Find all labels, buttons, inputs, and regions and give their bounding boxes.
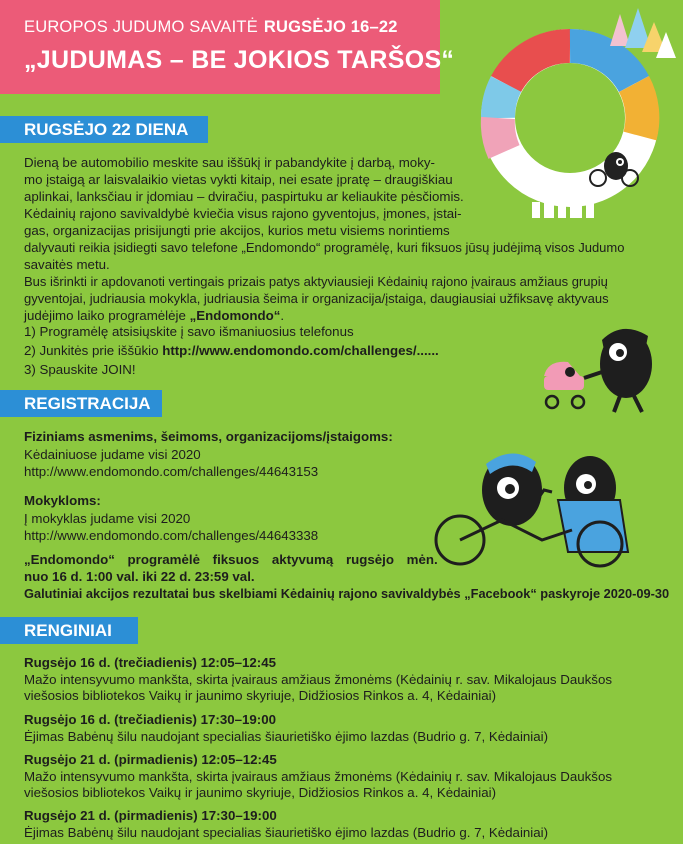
event-3-date: Rugsėjo 21 d. (pirmadienis) 12:05–12:45 — [24, 752, 277, 767]
banner-title: „JUDUMAS – BE JOKIOS TARŠOS“ — [24, 46, 455, 74]
week-dates: RUGSĖJO 16–22 — [263, 18, 398, 36]
section-header-day22: RUGSĖJO 22 DIENA — [0, 116, 208, 143]
title-banner — [0, 0, 455, 94]
step-3: 3) Spauskite JOIN! — [24, 362, 136, 377]
week-name: EUROPOS JUDUMO SAVAITĖ — [24, 18, 258, 36]
day22-line-10-end: . — [280, 308, 285, 323]
stroller-character-illustration-icon — [540, 320, 660, 415]
day22-line-10 — [24, 308, 284, 325]
event-1-desc-2: viešosios bibliotekos Vaikų ir jaunimo skyriuje, Didžiosios Rinkos a. 4, Kėdainiai) — [24, 688, 497, 703]
day22-line-7: savaitės metu. — [24, 257, 110, 272]
event-1-desc-1: Mažo intensyvumo mankšta, skirta įvairaus amžiaus žmonėms (Kėdainių r. sav. Mikalojaus Daukšos — [24, 672, 612, 687]
step-1: 1) Programėlę atsisiųskite į savo išmaniuosius telefonus — [24, 324, 354, 339]
section-header-registration: REGISTRACIJA — [0, 390, 162, 417]
registration-group1-title: Fiziniams asmenims, šeimoms, organizacijoms/įstaigoms: — [24, 429, 393, 444]
day22-line-3: aplinkai, lanksčiau ir įdomiau – dviračiu, paspirtuku ar keliaukite pėsčiomis. — [24, 189, 464, 204]
mobility-ring-illustration-icon — [470, 6, 680, 221]
event-4-desc-1: Ėjimas Babėnų šilu naudojant specialias šiaurietiško ėjimo lazdas (Budrio g. 7, Kėdainiai) — [24, 825, 549, 840]
endomondo-app-name: „Endomondo“ — [189, 308, 281, 323]
registration-group2-name: Į mokyklas judame visi 2020 — [24, 511, 191, 526]
event-4-date: Rugsėjo 21 d. (pirmadienis) 17:30–19:00 — [24, 808, 277, 823]
day22-line-4: Kėdainių rajono savivaldybė kviečia visus rajono gyventojus, įmones, įstai- — [24, 206, 462, 221]
section-header-events: RENGINIAI — [0, 617, 138, 644]
day22-line-1: Dieną be automobilio meskite sau iššūkį ir pabandykite į darbą, moky- — [24, 155, 435, 170]
registration-group1-name: Kėdainiuose judame visi 2020 — [24, 447, 201, 462]
event-2-desc-1: Ėjimas Babėnų šilu naudojant specialias šiaurietiško ėjimo lazdas (Budrio g. 7, Kėdainiai) — [24, 729, 549, 744]
event-2-date: Rugsėjo 16 d. (trečiadienis) 17:30–19:00 — [24, 712, 277, 727]
registration-group2-title: Mokykloms: — [24, 493, 101, 508]
endomondo-note-1: „Endomondo“ programėlė fiksuos aktyvumą rugsėjo mėn. — [24, 552, 438, 567]
banner-subtitle — [24, 18, 398, 37]
step-2-text: 2) Junkitės prie iššūkio — [24, 343, 163, 358]
registration-group2-link[interactable]: http://www.endomondo.com/challenges/44643338 — [24, 528, 319, 543]
event-1-date: Rugsėjo 16 d. (trečiadienis) 12:05–12:45 — [24, 655, 277, 670]
day22-line-8: Bus išrinkti ir apdovanoti vertingais prizais patys aktyviausieji Kėdainių rajono įvairaus amžiaus grupių — [24, 274, 608, 289]
event-3-desc-1: Mažo intensyvumo mankšta, skirta įvairaus amžiaus žmonėms (Kėdainių r. sav. Mikalojaus Daukšos — [24, 769, 612, 784]
results-announcement: Galutiniai akcijos rezultatai bus skelbiami Kėdainių rajono savivaldybės „Facebook“ paskyroje 2020-09-30 — [24, 586, 670, 601]
day22-line-10-text: judėjimo laiko programėlėje — [24, 308, 190, 323]
tandem-bike-illustration-icon — [432, 440, 642, 570]
day22-line-2: mo įstaigą ar laisvalaikio vietas vykti kitaip, nei esate įpratę – draugiškiau — [24, 172, 453, 187]
day22-line-9: gyventojai, judriausia mokykla, judriausia šeima ir organizacija/įstaiga, daugiausiai užfiksavę aktyvaus — [24, 291, 609, 306]
day22-line-6: dalyvauti reikia įsidiegti savo telefone „Endomondo“ programėlę, kuri fiksuos jūsų judėjimą visos Judumo — [24, 240, 625, 255]
step-2 — [24, 343, 439, 360]
endomondo-note-2: nuo 16 d. 1:00 val. iki 22 d. 23:59 val. — [24, 569, 255, 584]
event-3-desc-2: viešosios bibliotekos Vaikų ir jaunimo skyriuje, Didžiosios Rinkos a. 4, Kėdainiai) — [24, 785, 497, 800]
challenge-link[interactable]: http://www.endomondo.com/challenges/...... — [162, 343, 439, 358]
day22-line-5: gas, organizacijas prisijungti prie akcijos, kurios metu visiems norintiems — [24, 223, 450, 238]
registration-group1-link[interactable]: http://www.endomondo.com/challenges/44643153 — [24, 464, 319, 479]
